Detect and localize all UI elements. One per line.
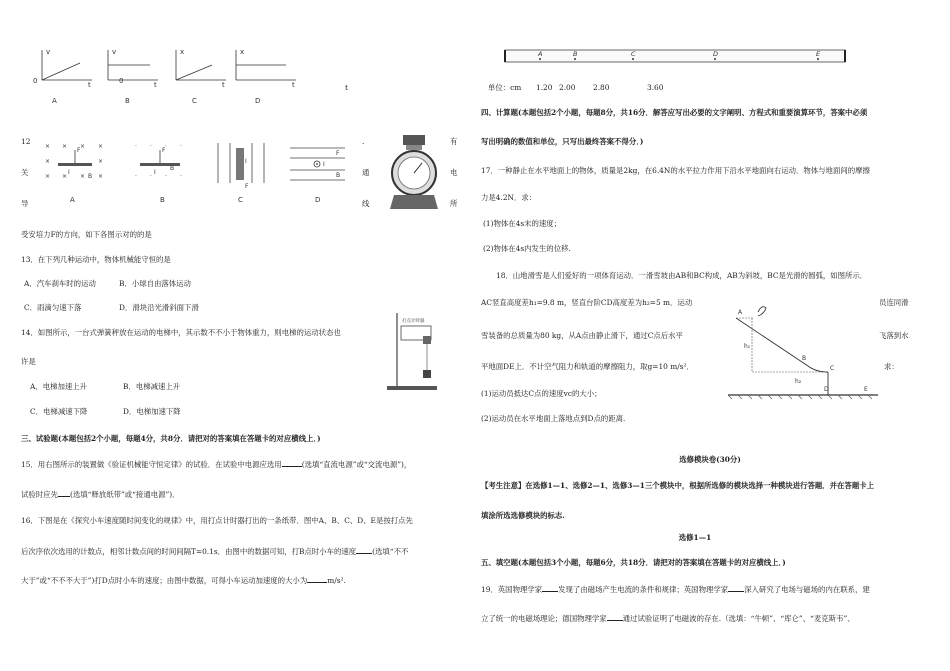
diagram-label-b: B [160, 196, 165, 204]
svg-text:×: × [98, 158, 104, 165]
q17-part-2: (2)物体在4s内发生的位移. [483, 244, 571, 253]
fig-label-c: C [830, 365, 835, 372]
q13-stem: 13．在下列几种运动中，物体机械能守恒的是 [21, 255, 171, 264]
q13-opt-b: B．小球自由落体运动 [119, 279, 191, 288]
q12-frag-2: 导 [21, 199, 29, 208]
q15-blank-1[interactable] [282, 459, 302, 467]
svg-text:t: t [292, 81, 295, 89]
tape-point-e: E [816, 50, 821, 58]
q19-blank-1[interactable] [542, 584, 558, 592]
svg-text:·: · [165, 173, 167, 180]
svg-text:·: · [165, 143, 167, 150]
q17-line-1: 17．一种静止在水平地面上的物体，质量是2kg，在6.4N的水平拉力作用下沿水平地面向右运动．物体与地面间的摩擦 [481, 166, 870, 175]
module-title: 选修1—1 [678, 533, 712, 542]
q16-line-2: 后次序依次选用的计数点，相邻计数点间的时间间隔T=0.1s．由图中的数据可知，打B点时小车的速度 (选填“不不 [21, 547, 409, 556]
svg-text:·: · [135, 143, 137, 150]
q12-number: 12 [21, 137, 31, 146]
svg-text:B: B [125, 97, 130, 105]
svg-text:t: t [154, 81, 157, 89]
elective-title: 选修模块卷(30分) [679, 455, 741, 464]
svg-text:×: × [98, 173, 104, 180]
q13-opt-d: D．滑块沿光滑斜面下滑 [119, 303, 199, 312]
svg-text:B: B [170, 165, 175, 172]
paper-tape [505, 45, 845, 77]
diagram-label-a: A [70, 196, 75, 204]
svg-text:t: t [222, 81, 225, 89]
q18-line-4a: 平地面DE上．不计空气阻力和轨道的摩擦阻力，取g=10 m/s²． [481, 362, 694, 371]
svg-text:F: F [245, 183, 249, 190]
q13-opt-a: A．汽车刹车时的运动 [24, 279, 96, 288]
svg-text:×: × [45, 143, 51, 150]
diagram-label-d: D [315, 196, 321, 204]
q17-line-2: 力是4.2N．求： [481, 193, 537, 202]
ski-slope-figure [728, 300, 878, 400]
svg-text:I: I [245, 158, 247, 165]
q19-line-1: 19．英国物理学家 发现了由磁场产生电流的条件和规律；英国物理学家 深入研究了电场与磁场的内在联系，建 [481, 585, 870, 594]
svg-text:×: × [98, 143, 104, 150]
q14-stem: 14．如图所示，一台式弹簧秤放在运动的电梯中，其示数不不小于物体重力，则电梯的运动状态也 [21, 328, 341, 337]
svg-text:B: B [88, 173, 93, 180]
svg-text:I: I [323, 161, 325, 168]
q18-part-2: (2)运动员在水平地面上落地点到D点的距离. [481, 414, 626, 423]
q14-cont: 许是 [21, 357, 36, 366]
q12-right-2: 电 [450, 168, 458, 177]
section-4-line-2: 写出明确的数值和单位，只写出最终答案不得分．) [481, 137, 644, 146]
spring-scale-image [384, 133, 444, 211]
tape-point-c: C [631, 50, 636, 58]
tape-dist-2: 2.00 [559, 83, 576, 92]
q15-blank-2[interactable] [58, 489, 70, 497]
svg-text:×: × [45, 173, 51, 180]
notice-line-1: 【考生注意】在选修1—1、选修2—1、选修3—1三个模块中，根据所选修的模块选择一种模块进行答题．并在答题卡上 [481, 481, 874, 490]
q18-part-1: (1)运动员抵达C点的速度vc的大小； [481, 389, 602, 398]
q18-line-4b: 求： [884, 362, 899, 371]
q14-opt-d: D．电梯加速下降 [123, 407, 181, 416]
q12-side-2: 线 [362, 199, 370, 208]
svg-text:×: × [80, 143, 86, 150]
q12-frag-1: 关 [21, 168, 29, 177]
svg-text:·: · [135, 173, 137, 180]
svg-text:F: F [162, 147, 166, 154]
svg-text:0: 0 [119, 77, 124, 85]
graph-a-axis: v [46, 48, 51, 56]
free-fall-apparatus [383, 308, 443, 393]
svg-text:I: I [154, 169, 156, 176]
graph-d-axis: x [240, 48, 245, 56]
stray-t: t [345, 83, 348, 92]
svg-text:0: 0 [33, 77, 38, 85]
q16-blank-1[interactable] [356, 546, 372, 554]
q19-line-2: 立了统一的电磁场理论；德国物理学家 通过试验证明了电磁波的存在.（选填：“牛顿”、“库仑”、“麦克斯韦”、 [481, 614, 855, 623]
graph-b-axis: v [112, 48, 117, 56]
svg-text:I: I [68, 169, 70, 176]
svg-text:F: F [77, 147, 81, 154]
q14-opt-a: A．电梯加速上升 [30, 382, 88, 391]
tape-point-a: A [538, 50, 543, 58]
tape-unit: 单位：cm [488, 83, 522, 92]
tape-dist-1: 1.20 [536, 83, 553, 92]
q12-side-1: 通 [362, 168, 370, 177]
q14-opt-c: C．电梯减速下降 [30, 407, 88, 416]
q16-line-1: 16．下图是在《探究小车速度随时间变化的规律》中，用打点计时器打出的一条纸带．图中A、B、C、D、E是按打点先 [21, 516, 413, 525]
q16-blank-2[interactable] [307, 575, 327, 583]
svg-text:·: · [150, 143, 152, 150]
svg-text:B: B [336, 172, 341, 179]
q17-part-1: (1)物体在4s末的速度； [483, 219, 562, 228]
q18-line-3a: 雪装备的总质量为80 kg，从A点由静止滑下，通过C点后水平 [481, 331, 683, 340]
q12-dot: . [362, 137, 365, 146]
svg-text:·: · [150, 173, 152, 180]
notice-line-2: 填涂所选选修模块的标志. [481, 511, 565, 520]
timer-label: 打点计时器 [402, 319, 425, 324]
q14-opt-b: B．电梯减速上升 [123, 382, 181, 391]
svg-text:×: × [80, 173, 86, 180]
fig-label-h2: h₂ [795, 378, 802, 385]
q15-line-1: 15．用右图所示的装置做《验证机械能守恒定律》的试验．在试验中电源应选用 (选填“直流电源”或“交流电源”)， [21, 460, 412, 469]
section-3-header: 三、试验题(本题包括2个小题，每题4分，共8分．请把对的答案填在答题卡的对应横线上．) [21, 434, 321, 443]
fig-label-e: E [864, 386, 868, 393]
svg-text:·: · [180, 173, 182, 180]
fig-label-a: A [738, 309, 743, 316]
diagram-label-c: C [238, 196, 243, 204]
fig-label-d: D [824, 386, 829, 393]
tape-point-d: D [713, 50, 719, 58]
svg-text:×: × [62, 143, 68, 150]
q18-line-3b: 飞落到水 [879, 331, 909, 340]
svg-text:t: t [88, 81, 91, 89]
graph-c-axis: x [180, 48, 185, 56]
svg-text:D: D [255, 97, 261, 105]
tape-dist-3: 2.80 [593, 83, 610, 92]
fig-label-b: B [802, 355, 807, 362]
q18-line-1: 18．山地滑雪是人们爱好的一项体育运动．一滑雪坡由AB和BC构成，AB为斜坡，BC是光滑的圆弧，如图所示． [496, 271, 868, 280]
svg-text:F: F [336, 150, 340, 157]
q15-line-2: 试验时应先 (选填“释放纸带”或“接通电源”)． [21, 490, 180, 499]
svg-text:A: A [52, 97, 57, 105]
q19-blank-2[interactable] [728, 584, 744, 592]
svg-text:×: × [45, 158, 51, 165]
q18-line-2a: AC竖直高度差h₁=9.8 m，竖直台阶CD高度差为h₂=5 m．运动 [481, 298, 693, 307]
section-4-line-1: 四、计算题(本题包括2个小题，每题8分，共16分．解答应写出必要的文字阐明、方程式和重要演算环节，答案中必须 [481, 108, 868, 117]
ampere-force-diagrams [40, 138, 350, 208]
svg-text:·: · [180, 143, 182, 150]
q19-blank-3[interactable] [607, 613, 623, 621]
q13-opt-c: C．雨滴匀速下落 [24, 303, 82, 312]
q18-line-2b: 员连同滑 [879, 298, 909, 307]
svg-text:×: × [62, 173, 68, 180]
tape-point-b: B [573, 50, 578, 58]
tape-dist-4: 3.60 [647, 83, 664, 92]
q12-right-3: 所 [450, 199, 458, 208]
section-5-header: 五、填空题(本题包括3个小题，每题6分，共18分．请把对的答案填在答题卡的对应横线上．) [481, 558, 786, 567]
motion-graphs [30, 45, 360, 145]
fig-label-h1: h₁ [744, 343, 751, 350]
svg-text:C: C [192, 97, 197, 105]
q12-tail: 受安培力F的方向，如下各图示对的的是 [21, 230, 152, 239]
q16-line-3: 大于”或“不不不大于”)打D点时小车的速度；由图中数据，可得小车运动加速度的大小为 m/s². [21, 576, 346, 585]
q12-right-1: 有 [450, 137, 458, 146]
